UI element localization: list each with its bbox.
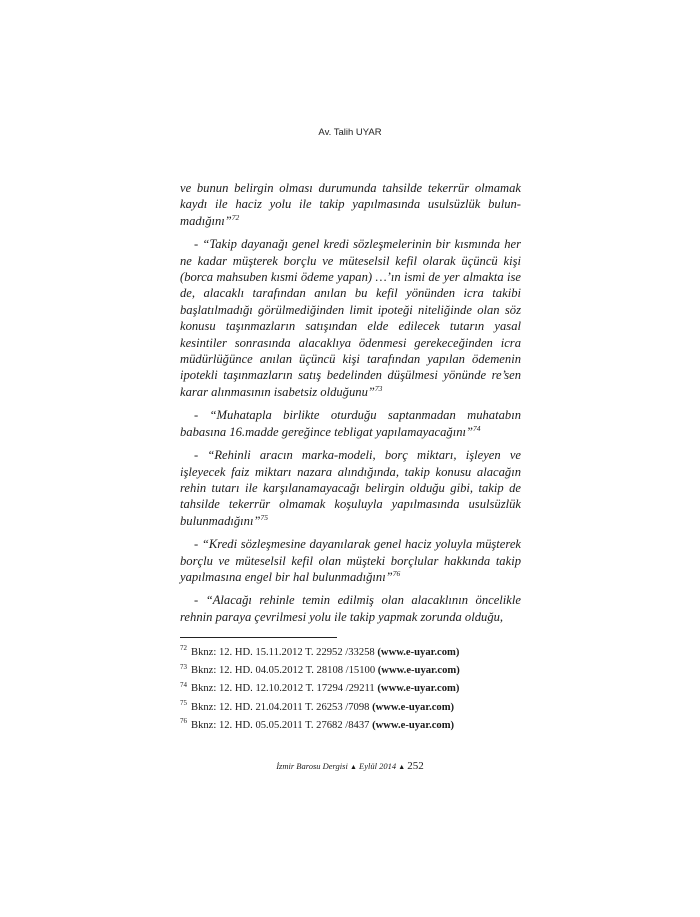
footnote-ref[interactable]: 75 — [260, 512, 268, 522]
paragraph-text: - “Muhatapla birlikte oturduğu saptanmadan muhatabın babasına 16.madde gereğince tebligat yapılamayacağını” — [180, 408, 521, 439]
footnote-number: 72 — [180, 644, 187, 653]
footnote-number: 74 — [180, 680, 187, 689]
footnote-text: Bknz: 12. HD. 15.11.2012 T. 22952 /33258 — [191, 647, 375, 658]
paragraph-text: - “Kredi sözleşmesine dayanılarak genel haciz yoluyla müşterek borçlu ve müteselsil kefil olan müşteki borçlular hakkında takip yapılmasına engel bir hal bulunmadığını” — [180, 537, 521, 584]
footnote-source-link[interactable]: (www.e-uyar.com) — [372, 719, 455, 731]
footnote — [180, 662, 530, 680]
triangle-separator-icon: ▲ — [398, 763, 406, 771]
footnote-ref[interactable]: 72 — [231, 212, 240, 222]
paragraph-text: - “Rehinli aracın marka-modeli, borç miktarı, işleyen ve işleyecek faiz miktarı nazara alındığında, takip konusu alacağın rehin tutarı ile karşılanamayacağı belirgin olduğu gibi, takip de tahsilde tekerrür olmamak koşuluyla yapılmasında usulsüzlük bulunmadığını” — [180, 448, 521, 528]
author-name: Av. Talih UYAR — [318, 127, 382, 138]
paragraph-text: - “Takip dayanağı genel kredi sözleşmelerinin bir kısmında her ne kadar müşterek borçlu ve müteselsil kefil olarak üçüncü kişi (borca mahsuben kısmi ödeme yapan) …’ın ismi de yer almakta ise de, alacaklı tarafından anılan bu kefil yönünden icra takibi başlatılmadığı görülmediğinden limit ipoteği niteliğinde olan söz konusu taşınmazların satışından elde edilecek tutarın yasal kesintiler sonrasında alacaklıya ödenmesi gerekeceğinden icra müdürlüğünce anılan üçüncü kişi tarafından yapılan ödemenin ipotekli taşınmazların satış bedelinden düşülmesi yönünde re’sen karar alınmasının isabetsiz olduğunu” — [180, 237, 521, 399]
footnote-ref[interactable]: 74 — [473, 423, 481, 433]
paragraph — [180, 592, 521, 625]
footnote-number: 76 — [180, 717, 187, 726]
footnote-text: Bknz: 12. HD. 12.10.2012 T. 17294 /29211 — [191, 683, 375, 695]
footnote-ref[interactable]: 76 — [392, 568, 401, 578]
issue-date: Eylül 2014 — [359, 761, 397, 771]
footnote-number: 73 — [180, 662, 187, 671]
footnote — [180, 699, 530, 717]
footnote-divider — [180, 637, 337, 638]
footnote-source-link[interactable]: (www.e-uyar.com) — [372, 701, 455, 713]
paragraph — [180, 180, 521, 229]
footnote — [180, 644, 530, 662]
footnote-source-link[interactable]: (www.e-uyar.com) — [377, 647, 460, 658]
triangle-separator-icon: ▲ — [349, 763, 357, 771]
paragraph — [180, 447, 521, 529]
footnote-text: Bknz: 12. HD. 05.05.2011 T. 27682 /8437 — [191, 719, 370, 731]
paragraph — [180, 536, 521, 585]
paragraph — [180, 236, 521, 400]
page-number: 252 — [407, 760, 424, 772]
footnote — [180, 680, 530, 698]
footnote-source-link[interactable]: (www.e-uyar.com) — [377, 683, 460, 695]
footnote-text: Bknz: 12. HD. 04.05.2012 T. 28108 /15100 — [191, 665, 376, 677]
footnote-ref[interactable]: 73 — [374, 383, 383, 393]
page-footer — [0, 760, 700, 772]
main-text — [180, 180, 521, 632]
running-header — [0, 127, 700, 138]
footnote-number: 75 — [180, 699, 187, 708]
footnote-source-link[interactable]: (www.e-uyar.com) — [377, 665, 460, 677]
footnote — [180, 717, 530, 735]
paragraph — [180, 407, 521, 440]
journal-name: İzmir Barosu Dergisi — [276, 761, 348, 771]
paragraph-text: - “Alacağı rehinle temin edilmiş olan alacaklının öncelikle rehnin paraya çevrilmesi yolu ile takip yapmak zorunda olduğu, — [180, 593, 521, 624]
paragraph-text: ve bunun belirgin olması durumunda tahsilde tekerrür olmamak kaydı ile haciz yolu ile takip yapılmasında usulsüzlük bulunmadığını” — [180, 181, 521, 228]
footnote-text: Bknz: 12. HD. 21.04.2011 T. 26253 /7098 — [191, 701, 370, 713]
footnotes — [180, 644, 530, 735]
